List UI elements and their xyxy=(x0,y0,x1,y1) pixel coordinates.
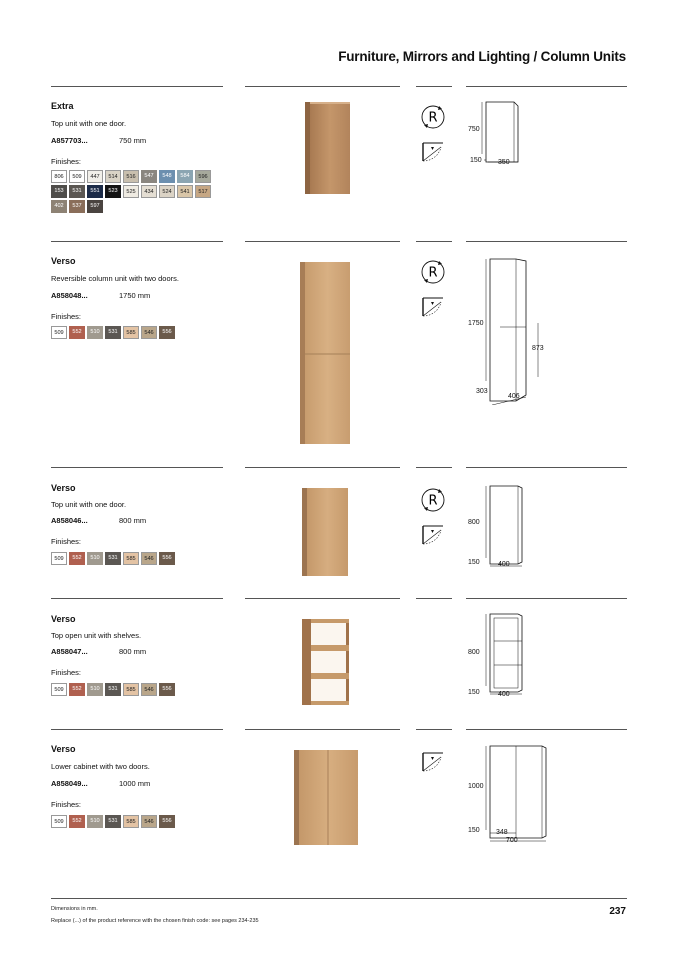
product-size: 1750 mm xyxy=(119,291,151,300)
divider xyxy=(51,467,223,468)
finish-swatch: 447 xyxy=(87,170,103,183)
icon-group xyxy=(419,258,449,326)
icon-wrapper xyxy=(419,103,449,131)
divider xyxy=(245,598,400,599)
finish-swatch: 552 xyxy=(69,552,85,565)
door-opening-icon xyxy=(419,292,447,320)
divider xyxy=(416,241,452,242)
reversible-letter: R xyxy=(428,265,438,281)
dim-depth: 150 xyxy=(470,157,482,164)
dim-height: 800 xyxy=(468,649,480,656)
dim-width: 400 xyxy=(498,561,510,568)
product-name: Verso xyxy=(51,483,76,493)
divider xyxy=(245,241,400,242)
finish-swatch: 531 xyxy=(105,815,121,828)
dim-width: 700 xyxy=(506,837,518,844)
finish-swatch: 509 xyxy=(69,170,85,183)
finish-swatch: 548 xyxy=(159,170,175,183)
finish-swatches xyxy=(51,683,221,696)
divider xyxy=(416,729,452,730)
door-opening-icon xyxy=(419,520,447,548)
product-name: Verso xyxy=(51,744,76,754)
footer-note-dimensions: Dimensions in mm. xyxy=(51,906,98,912)
finish-swatch: 547 xyxy=(141,170,157,183)
divider xyxy=(245,467,400,468)
finish-swatch: 552 xyxy=(69,815,85,828)
product-reference: A858047... xyxy=(51,647,88,656)
finish-swatch: 597 xyxy=(87,200,103,213)
finish-swatches xyxy=(51,170,221,213)
icon-wrapper xyxy=(419,486,449,514)
product-name: Verso xyxy=(51,256,76,266)
finish-swatch: 509 xyxy=(51,326,67,339)
product-verso-lower-cabinet xyxy=(0,729,677,879)
dim-height: 1000 xyxy=(468,783,484,790)
product-reference: A857703... xyxy=(51,136,88,145)
divider xyxy=(466,467,627,468)
finish-swatch: 531 xyxy=(105,552,121,565)
divider xyxy=(245,86,400,87)
finish-swatch: 556 xyxy=(159,326,175,339)
dim-door-width: 348 xyxy=(496,829,508,836)
dim-height: 1750 xyxy=(468,320,484,327)
dim-width: 400 xyxy=(498,691,510,698)
product-size: 800 mm xyxy=(119,647,147,656)
finish-swatch: 523 xyxy=(105,185,121,198)
finish-swatch: 510 xyxy=(87,326,103,339)
product-reference: A858048... xyxy=(51,291,88,300)
product-description: Lower cabinet with two doors. xyxy=(51,762,150,771)
page-number: 237 xyxy=(609,906,626,917)
divider xyxy=(416,86,452,87)
finish-swatch: 551 xyxy=(87,185,103,198)
product-size: 750 mm xyxy=(119,136,147,145)
page-title: Furniture, Mirrors and Lighting / Column Units xyxy=(338,49,626,64)
finish-swatch: 531 xyxy=(105,683,121,696)
product-size: 1000 mm xyxy=(119,779,151,788)
reversible-letter: R xyxy=(428,110,438,126)
divider xyxy=(51,86,223,87)
product-photo xyxy=(300,262,350,444)
icon-wrapper xyxy=(419,258,449,286)
finish-swatch: 531 xyxy=(69,185,85,198)
finish-swatch: 541 xyxy=(177,185,193,198)
product-description: Top unit with one door. xyxy=(51,500,127,509)
product-verso-column xyxy=(0,241,677,456)
reversible-icon xyxy=(419,486,447,514)
finishes-label: Finishes: xyxy=(51,312,82,321)
finish-swatch: 514 xyxy=(105,170,121,183)
finish-swatch: 517 xyxy=(195,185,211,198)
icon-group xyxy=(419,486,449,554)
product-extra xyxy=(0,86,677,231)
divider xyxy=(51,598,223,599)
dimension-diagram xyxy=(466,255,566,405)
finish-swatches xyxy=(51,552,221,565)
finish-swatch: 537 xyxy=(69,200,85,213)
divider xyxy=(416,598,452,599)
finishes-label: Finishes: xyxy=(51,800,82,809)
finishes-label: Finishes: xyxy=(51,668,82,677)
divider xyxy=(51,241,223,242)
dimension-diagram xyxy=(466,98,536,168)
finish-swatch: 546 xyxy=(141,552,157,565)
finish-swatch: 509 xyxy=(51,815,67,828)
door-opening-icon xyxy=(419,747,447,775)
finish-swatch: 524 xyxy=(159,185,175,198)
dimension-diagram xyxy=(466,482,546,572)
divider xyxy=(245,729,400,730)
finish-swatch: 806 xyxy=(51,170,67,183)
product-description: Top open unit with shelves. xyxy=(51,631,142,640)
finish-swatch: 596 xyxy=(195,170,211,183)
dimension-diagram xyxy=(466,742,566,852)
finish-swatches xyxy=(51,326,221,339)
divider xyxy=(466,598,627,599)
dim-depth: 150 xyxy=(468,689,480,696)
icon-group xyxy=(419,103,449,171)
divider xyxy=(416,467,452,468)
reversible-icon xyxy=(419,103,447,131)
reversible-icon xyxy=(419,258,447,286)
finish-swatch: 585 xyxy=(123,815,139,828)
finish-swatch: 584 xyxy=(177,170,193,183)
finish-swatch: 552 xyxy=(69,683,85,696)
product-name: Extra xyxy=(51,101,74,111)
finish-swatch: 585 xyxy=(123,552,139,565)
icon-wrapper xyxy=(419,137,449,165)
product-photo xyxy=(305,102,350,194)
product-verso-top-door xyxy=(0,467,677,587)
finish-swatch: 556 xyxy=(159,815,175,828)
dim-depth: 303 xyxy=(476,388,488,395)
finish-swatch: 510 xyxy=(87,815,103,828)
finish-swatch: 531 xyxy=(105,326,121,339)
product-name: Verso xyxy=(51,614,76,624)
dim-depth: 150 xyxy=(468,559,480,566)
icon-wrapper xyxy=(419,292,449,320)
dim-height: 750 xyxy=(468,126,480,133)
finish-swatch: 556 xyxy=(159,683,175,696)
finishes-label: Finishes: xyxy=(51,157,82,166)
dim-depth: 150 xyxy=(468,827,480,834)
icon-wrapper xyxy=(419,747,449,775)
finish-swatch: 516 xyxy=(123,170,139,183)
finish-swatch: 546 xyxy=(141,326,157,339)
finish-swatch: 546 xyxy=(141,815,157,828)
finish-swatch: 556 xyxy=(159,552,175,565)
icon-group xyxy=(419,747,449,781)
finishes-label: Finishes: xyxy=(51,537,82,546)
finish-swatch: 546 xyxy=(141,683,157,696)
dim-width: 406 xyxy=(508,393,520,400)
product-photo xyxy=(302,619,349,705)
dim-door-height: 873 xyxy=(532,345,544,352)
finish-swatch: 509 xyxy=(51,552,67,565)
dim-height: 800 xyxy=(468,519,480,526)
finish-swatch: 510 xyxy=(87,552,103,565)
footer-divider xyxy=(51,898,627,899)
finish-swatch: 434 xyxy=(141,185,157,198)
footer-note-reference: Replace (...) of the product reference with the chosen finish code: see pages 234-235 xyxy=(51,918,259,924)
finish-swatch: 153 xyxy=(51,185,67,198)
finish-swatch: 510 xyxy=(87,683,103,696)
product-description: Top unit with one door. xyxy=(51,119,127,128)
dimension-diagram xyxy=(466,610,546,700)
divider xyxy=(51,729,223,730)
product-photo xyxy=(302,488,348,576)
dim-width: 350 xyxy=(498,159,510,166)
divider xyxy=(466,729,627,730)
divider xyxy=(466,241,627,242)
finish-swatch: 552 xyxy=(69,326,85,339)
reversible-letter: R xyxy=(428,493,438,509)
divider xyxy=(466,86,627,87)
finish-swatches xyxy=(51,815,221,828)
icon-wrapper xyxy=(419,520,449,548)
product-size: 800 mm xyxy=(119,516,147,525)
finish-swatch: 509 xyxy=(51,683,67,696)
finish-swatch: 585 xyxy=(123,326,139,339)
finish-swatch: 525 xyxy=(123,185,139,198)
door-opening-icon xyxy=(419,137,447,165)
product-verso-open-shelves xyxy=(0,598,677,718)
product-reference: A858046... xyxy=(51,516,88,525)
finish-swatch: 402 xyxy=(51,200,67,213)
product-photo xyxy=(294,750,358,845)
product-description: Reversible column unit with two doors. xyxy=(51,274,179,283)
finish-swatch: 585 xyxy=(123,683,139,696)
product-reference: A858049... xyxy=(51,779,88,788)
